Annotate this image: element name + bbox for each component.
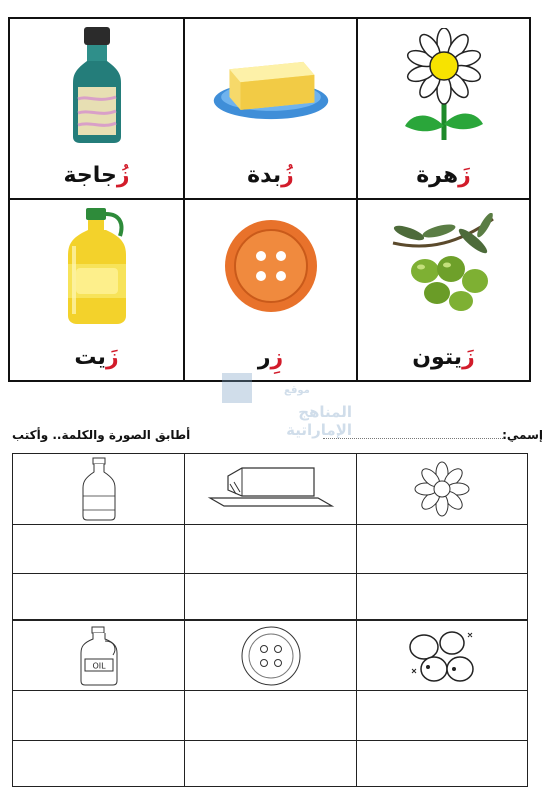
word-label: زَهرة [416,162,471,188]
flashcard-grid [8,17,531,382]
card-zahra [356,19,529,200]
answer-cell[interactable] [356,525,527,574]
word-label: زُجاجة [63,162,130,188]
worksheet-table-2 [12,620,528,787]
outline-olives-cell [356,621,527,691]
button-icon [211,206,331,326]
answer-cell[interactable] [184,741,355,786]
glass-bottle-icon [37,25,157,145]
word-label: زَيت [74,345,119,370]
daisy-flower-icon [384,25,504,145]
answer-cell[interactable] [356,741,527,786]
card-zir [183,200,356,381]
word-label: زُبدة [247,162,294,188]
card-zubda [183,19,356,200]
flower-outline-icon [412,459,472,519]
oil-bottle-icon [37,206,157,326]
watermark-logo: موقع المناهج الإماراتية [222,373,352,433]
outline-button-cell [184,621,355,691]
instruction-text: أطابق الصورة والكلمة.. وأكتب [12,428,191,442]
answer-cell[interactable] [184,525,355,574]
oil-jug-outline-icon [77,625,121,687]
card-zujaja [10,19,183,200]
butter-outline-icon [206,464,336,514]
answer-cell[interactable] [356,691,527,741]
answer-cell[interactable] [356,574,527,619]
olives-icon [384,206,504,326]
card-zaytun [356,200,529,381]
name-line [323,438,503,439]
olives-outline-icon [402,625,482,687]
name-label: إسمي: [502,428,543,442]
card-zayt [10,200,183,381]
answer-cell[interactable] [13,574,184,619]
answer-cell[interactable] [13,741,184,786]
outline-bottle-cell [13,454,184,525]
oil-label: OIL [92,661,106,670]
answer-cell[interactable] [13,691,184,741]
outline-flower-cell [356,454,527,525]
button-outline-icon [240,625,302,687]
answer-cell[interactable] [13,525,184,574]
worksheet-table-1 [12,453,528,620]
bottle-outline-icon [79,456,119,522]
worksheet-header [12,428,543,446]
outline-oil-cell [13,621,184,691]
word-label: زِر [257,345,284,370]
outline-butter-cell [184,454,355,525]
butter-icon [211,25,331,145]
word-label: زَيتون [412,345,475,370]
answer-cell[interactable] [184,574,355,619]
answer-cell[interactable] [184,691,355,741]
